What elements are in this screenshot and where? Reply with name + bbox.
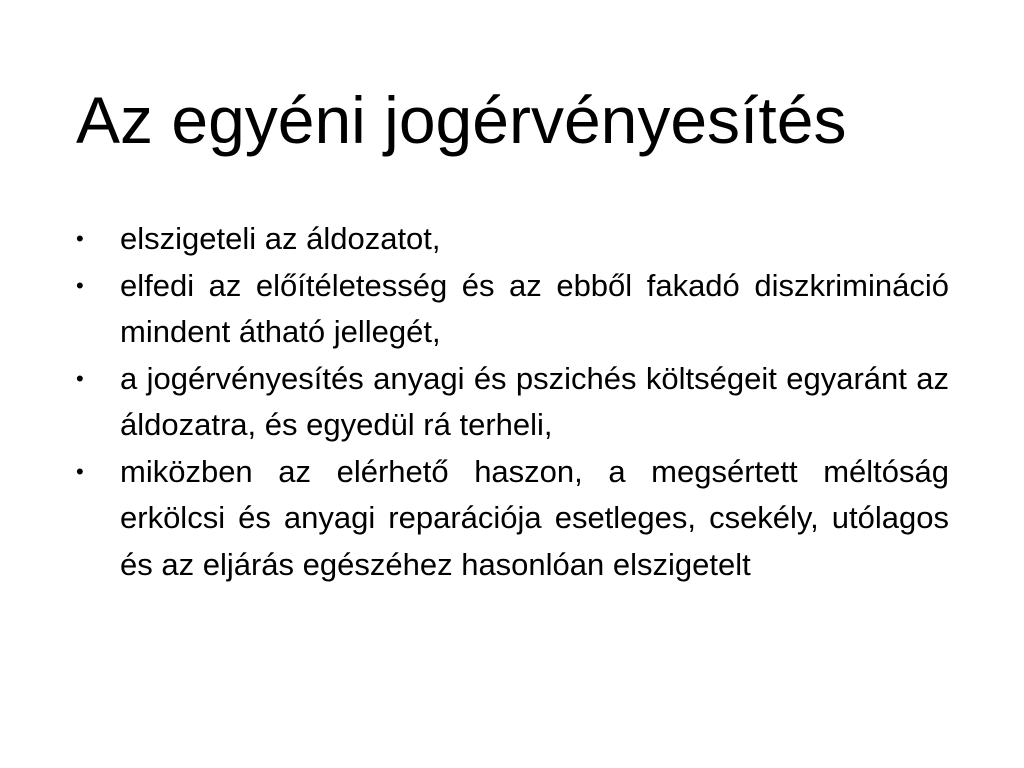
bullet-item	[76, 216, 949, 263]
slide-title: Az egyéni jogérvényesítés	[76, 83, 847, 157]
bullet-dot-icon: •	[76, 458, 84, 484]
bullet-text: a jogérvényesítés anyagi és pszichés költségeit egyaránt az áldozatra, és egyedül rá terheli,	[120, 360, 949, 442]
bullet-dot-icon: •	[76, 226, 84, 251]
bullet-list	[76, 216, 949, 588]
bullet-dot-icon: •	[76, 365, 84, 391]
bullet-dot-icon: •	[76, 272, 84, 298]
bullet-text: elfedi az előítéletesség és az ebből fakadó diszkrimináció mindent átható jellegét,	[120, 267, 949, 349]
bullet-item	[76, 263, 949, 356]
bullet-text: miközben az elérhető haszon, a megsértett méltóság erkölcsi és anyagi reparációja esetleges, csekély, utólagos és az eljárás egészéhez hasonlóan elszigetelt	[120, 453, 949, 582]
bullet-text: elszigeteli az áldozatot,	[120, 221, 441, 256]
bullet-item	[76, 356, 949, 449]
bullet-item	[76, 449, 949, 589]
